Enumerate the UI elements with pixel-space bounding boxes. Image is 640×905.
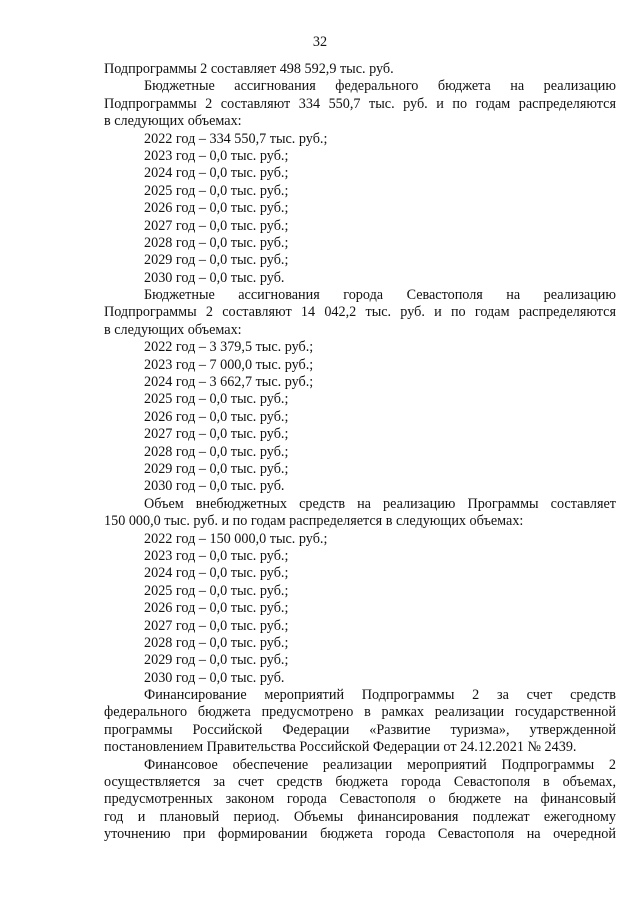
year-item: 2025 год – 0,0 тыс. руб.; (144, 391, 289, 408)
text-line: 150 000,0 тыс. руб. и по годам распределяется в следующих объемах: (104, 513, 524, 530)
text-line: программы Российской Федерации «Развитие туризма», утвержденной (104, 721, 616, 738)
text-line: предусмотренных законом города Севастополя о бюджете на финансовый (104, 791, 616, 808)
year-item: 2026 год – 0,0 тыс. руб.; (144, 200, 289, 217)
year-item: 2027 год – 0,0 тыс. руб.; (144, 426, 289, 443)
text-line: Бюджетные ассигнования федерального бюджета на реализацию (144, 78, 616, 95)
extrabudget-year-list (104, 531, 616, 688)
year-item: 2026 год – 0,0 тыс. руб.; (144, 600, 289, 617)
year-item: 2022 год – 150 000,0 тыс. руб.; (144, 530, 328, 547)
text-line: Объем внебюджетных средств на реализацию Программы составляет (144, 495, 616, 512)
text-line: Подпрограммы 2 составляют 14 042,2 тыс. руб. и по годам распределяются (104, 304, 616, 321)
year-item: 2023 год – 0,0 тыс. руб.; (144, 547, 289, 564)
year-item: 2024 год – 0,0 тыс. руб.; (144, 565, 289, 582)
year-item: 2027 год – 0,0 тыс. руб.; (144, 617, 289, 634)
text-line: уточнению при формировании бюджета города Севастополя на очередной (104, 826, 616, 843)
year-item: 2022 год – 3 379,5 тыс. руб.; (144, 339, 314, 356)
year-item: 2028 год – 0,0 тыс. руб.; (144, 443, 289, 460)
year-item: 2030 год – 0,0 тыс. руб. (144, 478, 285, 495)
year-item: 2023 год – 0,0 тыс. руб.; (144, 147, 289, 164)
city-year-list (104, 339, 616, 496)
year-item: 2024 год – 0,0 тыс. руб.; (144, 165, 289, 182)
year-item: 2030 год – 0,0 тыс. руб. (144, 669, 285, 686)
year-item: 2029 год – 0,0 тыс. руб.; (144, 252, 289, 269)
year-item: 2028 год – 0,0 тыс. руб.; (144, 234, 289, 251)
year-item: 2025 год – 0,0 тыс. руб.; (144, 582, 289, 599)
year-item: 2022 год – 334 550,7 тыс. руб.; (144, 130, 328, 147)
year-item: 2028 год – 0,0 тыс. руб.; (144, 634, 289, 651)
text-line: в следующих объемах: (104, 113, 242, 130)
text-line: Финансирование мероприятий Подпрограммы 2 за счет средств (144, 687, 616, 704)
text-line: Бюджетные ассигнования города Севастополя на реализацию (144, 287, 616, 304)
year-item: 2029 год – 0,0 тыс. руб.; (144, 460, 289, 477)
text-line: Подпрограммы 2 составляют 334 550,7 тыс. руб. и по годам распределяются (104, 95, 616, 112)
year-item: 2030 год – 0,0 тыс. руб. (144, 269, 285, 286)
year-item: 2024 год – 3 662,7 тыс. руб.; (144, 374, 314, 391)
text-line: в следующих объемах: (104, 321, 242, 338)
text-line: год и плановый период. Объемы финансирования подлежат ежегодному (104, 808, 616, 825)
text-line: осуществляется за счет средств бюджета города Севастополя в объемах, (104, 774, 616, 791)
text-line: Подпрограммы 2 составляет 498 592,9 тыс. руб. (104, 61, 394, 77)
year-item: 2025 год – 0,0 тыс. руб.; (144, 182, 289, 199)
year-item: 2023 год – 7 000,0 тыс. руб.; (144, 356, 314, 373)
text-line: Финансовое обеспечение реализации мероприятий Подпрограммы 2 (144, 756, 616, 773)
year-item: 2026 год – 0,0 тыс. руб.; (144, 408, 289, 425)
text-line: постановлением Правительства Российской Федерации от 24.12.2021 № 2439. (104, 739, 577, 756)
federal-year-list (104, 131, 616, 288)
text-line: федерального бюджета предусмотрено в рамках реализации государственной (104, 704, 616, 721)
year-item: 2029 год – 0,0 тыс. руб.; (144, 652, 289, 669)
page-content (104, 61, 616, 844)
page-number: 32 (312, 34, 328, 50)
year-item: 2027 год – 0,0 тыс. руб.; (144, 217, 289, 234)
